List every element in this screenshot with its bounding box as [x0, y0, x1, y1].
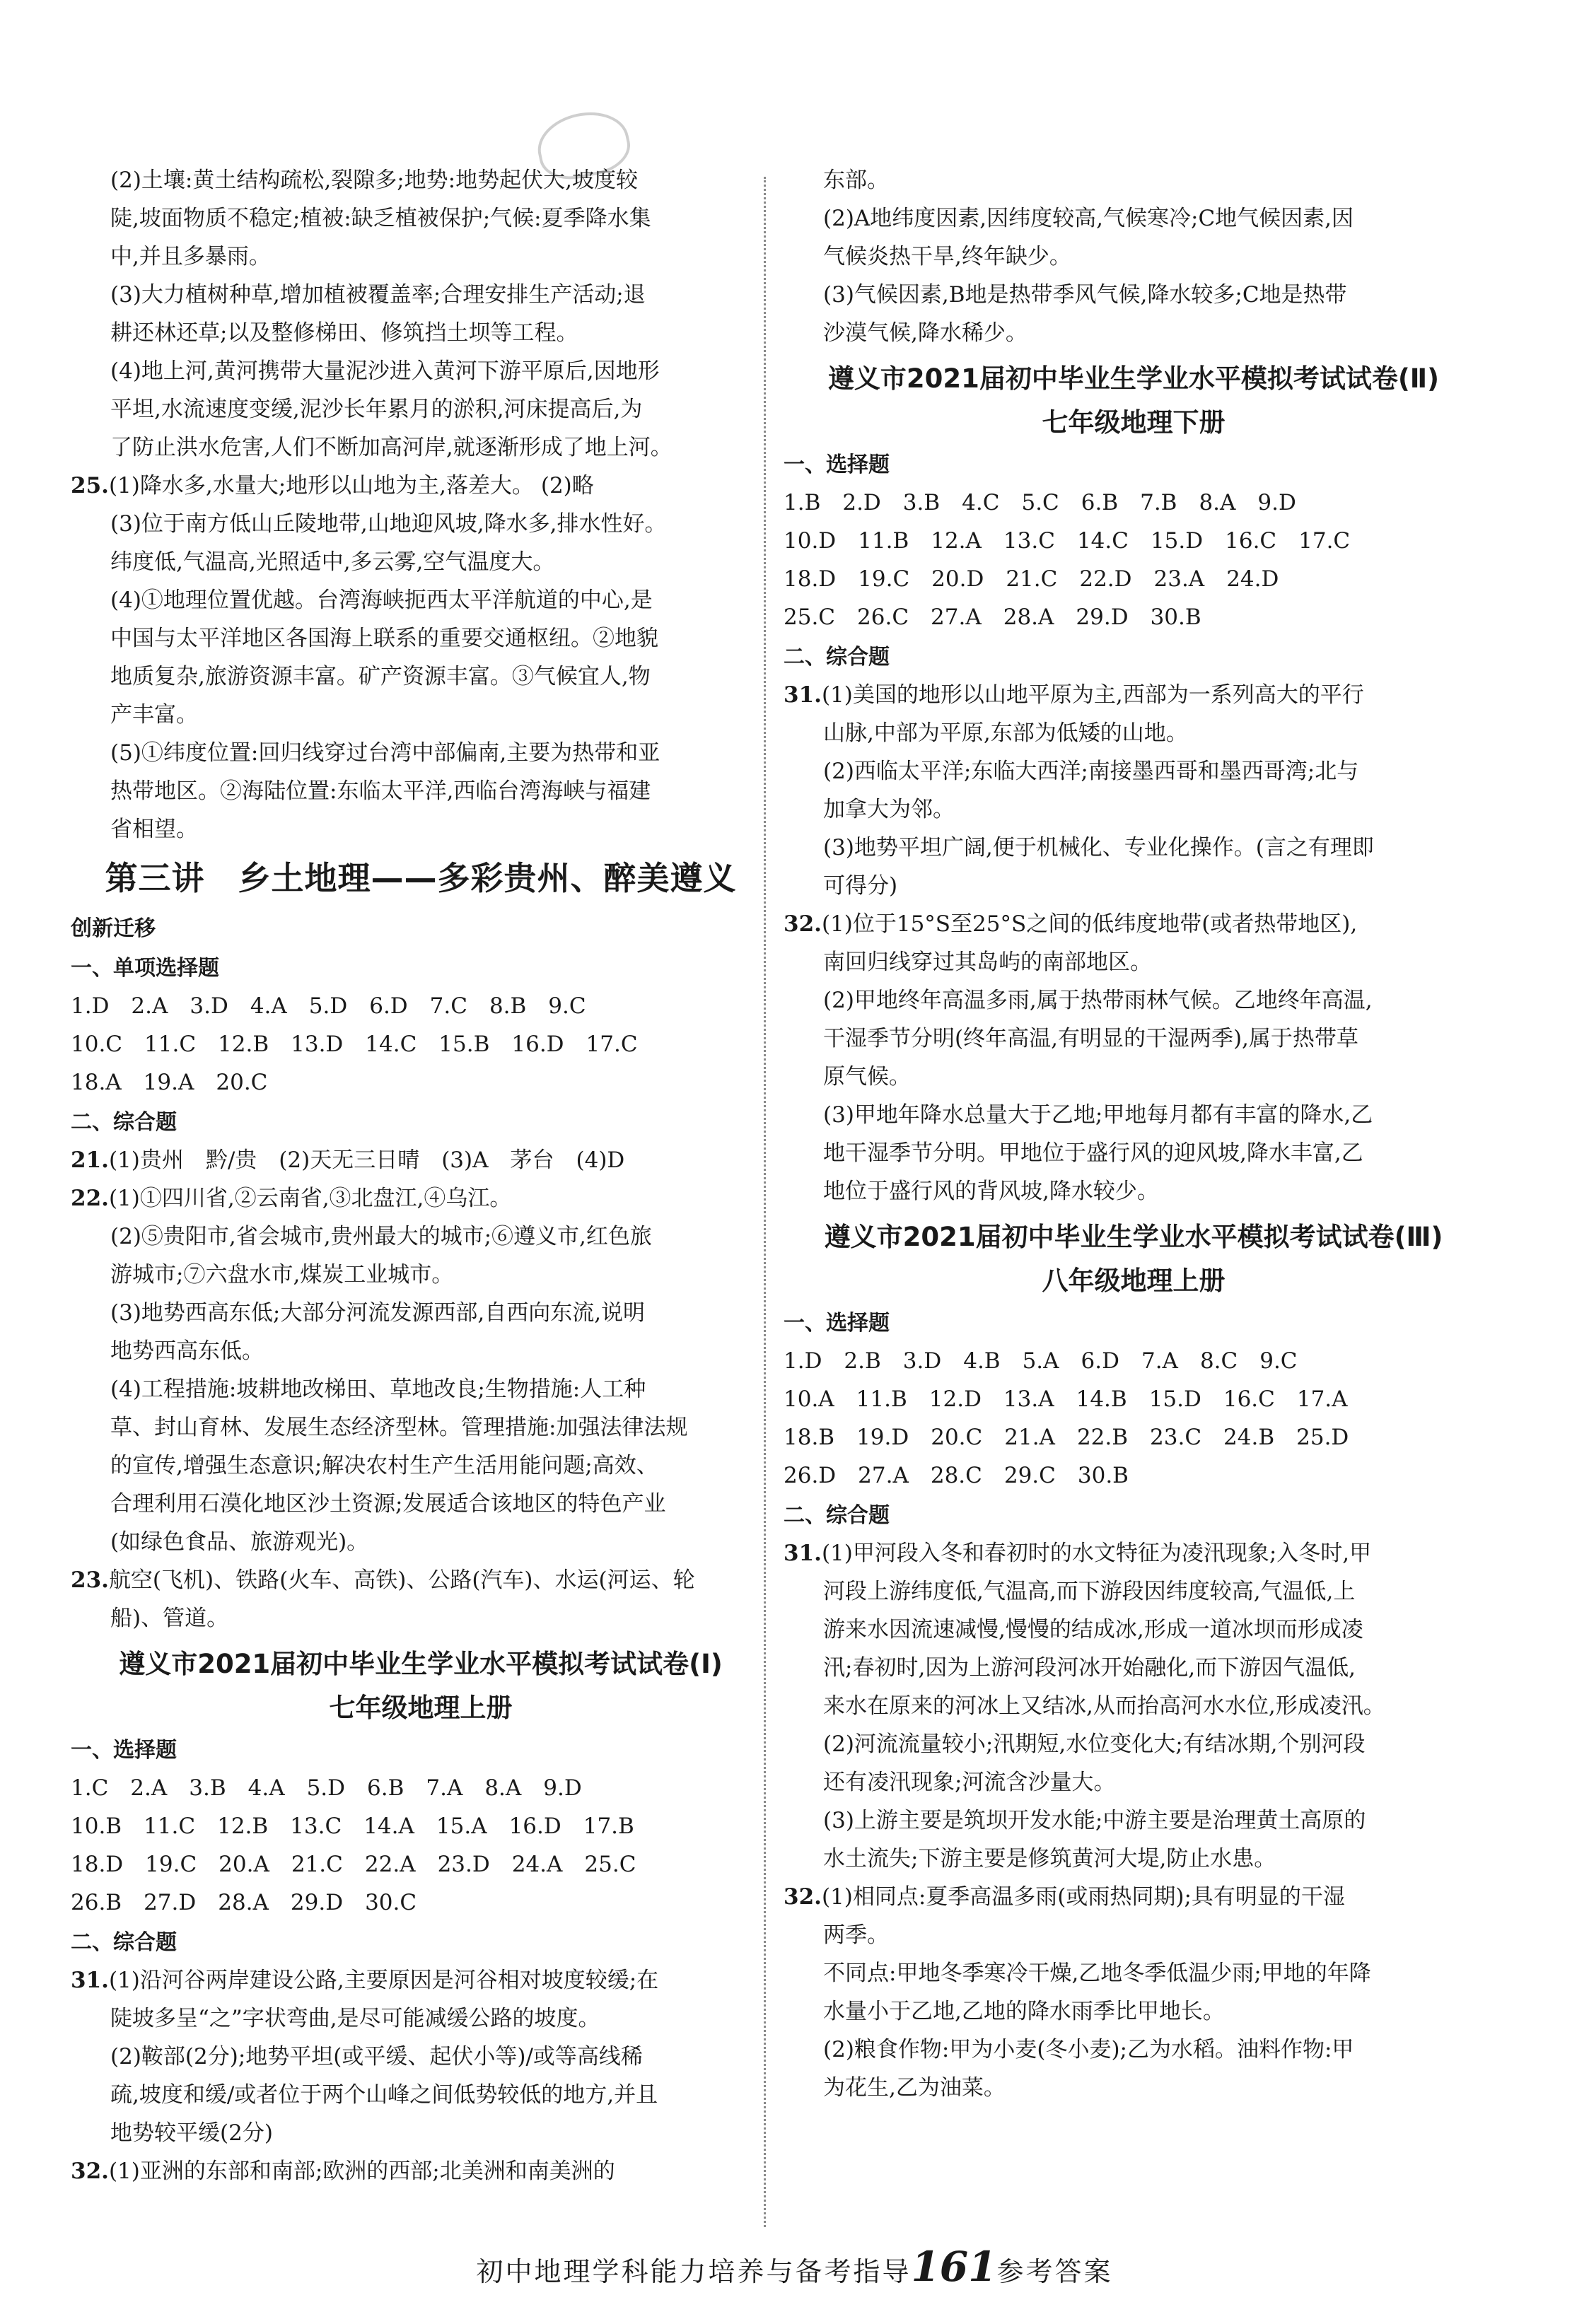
answer-line: 省相望。	[110, 817, 198, 842]
answer-line: 河段上游纬度低,气温高,而下游段因纬度较高,气温低,上	[823, 1579, 1356, 1604]
answer-line: 纬度低,气温高,光照适中,多云雾,空气温度大。	[110, 549, 555, 575]
choice-answers-line: 18.D 19.C 20.A 21.C 22.A 23.D 24.A 25.C	[71, 1852, 636, 1877]
answer-line: 游来水因流速减慢,慢慢的结成冰,形成一道冰坝而形成凌	[823, 1617, 1363, 1642]
choice-answers-line: 25.C 26.C 27.A 28.A 29.D 30.B	[784, 605, 1201, 630]
answer-line: (3)大力植树种草,增加植被覆盖率;合理安排生产活动;退	[110, 282, 646, 308]
question-number: 31.	[784, 682, 822, 708]
answer-line: 加拿大为邻。	[823, 797, 955, 822]
exam-title: 遵义市2021届初中毕业生学业水平模拟考试试卷(Ⅲ)	[824, 1222, 1443, 1252]
choice-answers-line: 1.C 2.A 3.B 4.A 5.D 6.B 7.A 8.A 9.D	[71, 1775, 582, 1801]
question-number: 31.	[784, 1541, 822, 1566]
answer-text: (1)甲河段入冬和春初时的水文特征为凌汛现象;入冬时,甲	[821, 1541, 1372, 1566]
question-line	[784, 905, 1484, 943]
answer-text: (1)美国的地形以山地平原为主,西部为一系列高大的平行	[821, 682, 1364, 708]
answer-line: 地位于盛行风的背风坡,降水较少。	[823, 1179, 1159, 1204]
answer-line: (2)河流流量较小;汛期短,水位变化大;有结冰期,个别河段	[823, 1732, 1366, 1757]
exam-title: 遵义市2021届初中毕业生学业水平模拟考试试卷(Ⅰ)	[119, 1649, 723, 1679]
answer-line: (2)西临太平洋;东临大西洋;南接墨西哥和墨西哥湾;北与	[823, 759, 1359, 784]
footer-section: 参考答案	[996, 2256, 1113, 2287]
answer-line: (如绿色食品、旅游观光)。	[110, 1529, 369, 1555]
choice-answers-line: 10.A 11.B 12.D 13.A 14.B 15.D 16.C 17.A	[784, 1386, 1348, 1412]
question-number: 22.	[71, 1186, 109, 1211]
answer-line: 了防止洪水危害,人们不断加高河岸,就逐渐形成了地上河。	[110, 435, 673, 460]
section-heading: 创新迁移	[71, 916, 156, 941]
question-number: 25.	[71, 473, 109, 498]
answer-text: (1)①四川省,②云南省,③北盘江,④乌江。	[108, 1186, 512, 1211]
answer-line: 游城市;⑦六盘水市,煤炭工业城市。	[110, 1262, 454, 1287]
answer-line: 船)、管道。	[110, 1606, 229, 1631]
answer-line: (3)甲地年降水总量大于乙地;甲地每月都有丰富的降水,乙	[823, 1102, 1373, 1128]
question-number: 32.	[784, 1884, 822, 1910]
question-line	[71, 1141, 771, 1179]
answer-line: 草、封山育林、发展生态经济型林。管理措施:加强法律法规	[110, 1415, 688, 1440]
page-footer	[0, 2243, 1589, 2291]
answer-line: 来水在原来的河冰上又结冰,从而抬高河水水位,形成凌汛。	[823, 1693, 1385, 1719]
exam-subtitle: 八年级地理上册	[1042, 1266, 1226, 1296]
question-number: 31.	[71, 1968, 109, 1993]
section-heading: 二、综合题	[71, 1930, 177, 1955]
answer-line: (2)土壤:黄土结构疏松,裂隙多;地势:地势起伏大,坡度较	[110, 168, 638, 193]
section-heading: 一、单项选择题	[71, 956, 219, 981]
answer-line: 产丰富。	[110, 702, 198, 728]
answer-line: 水量小于乙地,乙地的降水雨季比甲地长。	[823, 1999, 1225, 2024]
choice-answers-line: 1.D 2.B 3.D 4.B 5.A 6.D 7.A 8.C 9.C	[784, 1348, 1298, 1374]
exam-subtitle: 七年级地理下册	[1042, 407, 1226, 438]
choice-answers-line: 10.C 11.C 12.B 13.D 14.C 15.B 16.D 17.C	[71, 1032, 638, 1057]
question-line	[71, 467, 771, 505]
choice-answers-line: 1.D 2.A 3.D 4.A 5.D 6.D 7.C 8.B 9.C	[71, 993, 586, 1019]
answer-text: (1)相同点:夏季高温多雨(或雨热同期);具有明显的干湿	[821, 1884, 1345, 1910]
choice-answers-line: 1.B 2.D 3.B 4.C 5.C 6.B 7.B 8.A 9.D	[784, 490, 1296, 515]
section-heading: 一、选择题	[784, 1311, 890, 1336]
answer-line: (3)上游主要是筑坝开发水能;中游主要是治理黄土高原的	[823, 1808, 1366, 1833]
footer-book-title: 初中地理学科能力培养与备考指导	[476, 2256, 912, 2287]
lecture-title: 第三讲 乡土地理——多彩贵州、醉美遵义	[105, 859, 737, 897]
answer-line: 地干湿季节分明。甲地位于盛行风的迎风坡,降水丰富,乙	[823, 1140, 1363, 1166]
answer-line: 原气候。	[823, 1064, 911, 1090]
answer-line: 还有凌汛现象;河流含沙量大。	[823, 1770, 1116, 1795]
answer-line: (4)地上河,黄河携带大量泥沙进入黄河下游平原后,因地形	[110, 358, 660, 384]
choice-answers-line: 18.B 19.D 20.C 21.A 22.B 23.C 24.B 25.D	[784, 1425, 1349, 1450]
answer-line: (3)地势平坦广阔,便于机械化、专业化操作。(言之有理即	[823, 835, 1374, 860]
page-number: 161	[911, 2243, 997, 2291]
question-number: 21.	[71, 1148, 109, 1173]
answer-line: 陡,坡面物质不稳定;植被:缺乏植被保护;气候:夏季降水集	[110, 206, 651, 231]
answer-line: 两季。	[823, 1922, 889, 1948]
question-line	[71, 2152, 771, 2190]
question-line	[71, 1561, 771, 1599]
answer-text: (1)沿河谷两岸建设公路,主要原因是河谷相对坡度较缓;在	[108, 1968, 659, 1993]
choice-answers-line: 10.D 11.B 12.A 13.C 14.C 15.D 16.C 17.C	[784, 528, 1351, 554]
answer-line: (3)气候因素,B地是热带季风气候,降水较多;C地是热带	[823, 282, 1347, 308]
exam-subtitle: 七年级地理上册	[329, 1693, 513, 1723]
answer-text: (1)贵州 黔/贵 (2)天无三日晴 (3)A 茅台 (4)D	[108, 1148, 625, 1173]
answer-line: 水土流失;下游主要是修筑黄河大堤,防止水患。	[823, 1846, 1276, 1872]
answer-line: 疏,坡度和缓/或者位于两个山峰之间低势较低的地方,并且	[110, 2082, 658, 2108]
answer-line: 山脉,中部为平原,东部为低矮的山地。	[823, 720, 1188, 746]
choice-answers-line: 10.B 11.C 12.B 13.C 14.A 15.A 16.D 17.B	[71, 1814, 634, 1839]
section-heading: 二、综合题	[71, 1110, 177, 1135]
answer-line: (5)①纬度位置:回归线穿过台湾中部偏南,主要为热带和亚	[110, 740, 660, 766]
answer-line: 合理利用石漠化地区沙土资源;发展适合该地区的特色产业	[110, 1491, 666, 1517]
exam-title: 遵义市2021届初中毕业生学业水平模拟考试试卷(Ⅱ)	[827, 363, 1440, 394]
question-line	[784, 676, 1484, 714]
choice-answers-line: 18.A 19.A 20.C	[71, 1070, 268, 1095]
answer-line: (4)①地理位置优越。台湾海峡扼西太平洋航道的中心,是	[110, 588, 653, 613]
question-number: 23.	[71, 1567, 109, 1593]
question-line	[784, 1878, 1484, 1916]
question-line	[71, 1179, 771, 1218]
answer-line: 东部。	[823, 168, 889, 193]
answer-line: (2)鞍部(2分);地势平坦(或平缓、起伏小等)/或等高线稀	[110, 2044, 643, 2069]
answer-line: 汛;春初时,因为上游河段河冰开始融化,而下游因气温低,	[823, 1655, 1356, 1681]
answer-line: 陡坡多呈“之”字状弯曲,是尽可能减缓公路的坡度。	[110, 2006, 600, 2031]
answer-line: (2)⑤贵阳市,省会城市,贵州最大的城市;⑥遵义市,红色旅	[110, 1224, 652, 1249]
answer-line: 为花生,乙为油菜。	[823, 2075, 1006, 2101]
answer-line: 中,并且多暴雨。	[110, 244, 271, 269]
answer-line: 热带地区。②海陆位置:东临太平洋,西临台湾海峡与福建	[110, 778, 651, 804]
choice-answers-line: 26.B 27.D 28.A 29.D 30.C	[71, 1890, 417, 1915]
answer-line: 可得分)	[823, 873, 898, 899]
left-column	[71, 161, 771, 2190]
question-number: 32.	[71, 2159, 109, 2184]
section-heading: 二、综合题	[784, 1503, 890, 1528]
answer-text: (1)亚洲的东部和南部;欧洲的西部;北美洲和南美洲的	[108, 2159, 615, 2184]
answer-line: (2)A地纬度因素,因纬度较高,气候寒冷;C地气候因素,因	[823, 206, 1354, 231]
section-heading: 一、选择题	[71, 1738, 177, 1763]
answer-line: 不同点:甲地冬季寒冷干燥,乙地冬季低温少雨;甲地的年降	[823, 1961, 1371, 1986]
answer-line: 耕还林还草;以及整修梯田、修筑挡土坝等工程。	[110, 320, 578, 346]
section-heading: 二、综合题	[784, 645, 890, 670]
answer-line: 的宣传,增强生态意识;解决农村生产生活用能问题;高效、	[110, 1453, 658, 1478]
answer-line: (2)粮食作物:甲为小麦(冬小麦);乙为水稻。油料作物:甲	[823, 2037, 1354, 2062]
answer-line: 地质复杂,旅游资源丰富。矿产资源丰富。③气候宜人,物	[110, 664, 651, 689]
choice-answers-line: 18.D 19.C 20.D 21.C 22.D 23.A 24.D	[784, 566, 1279, 592]
answer-line: (3)地势西高东低;大部分河流发源西部,自西向东流,说明	[110, 1300, 646, 1326]
answer-text: (1)降水多,水量大;地形以山地为主,落差大。 (2)略	[108, 473, 594, 498]
answer-line: 南回归线穿过其岛屿的南部地区。	[823, 950, 1152, 975]
answer-line: 干湿季节分明(终年高温,有明显的干湿两季),属于热带草	[823, 1026, 1358, 1051]
question-line	[71, 1961, 771, 1999]
answer-text: 航空(飞机)、铁路(火车、高铁)、公路(汽车)、水运(河运、轮	[108, 1567, 695, 1593]
answer-text: (1)位于15°S至25°S之间的低纬度地带(或者热带地区),	[821, 911, 1358, 937]
answer-line: 中国与太平洋地区各国海上联系的重要交通枢纽。②地貌	[110, 626, 658, 651]
answer-line: 气候炎热干旱,终年缺少。	[823, 244, 1071, 269]
question-line	[784, 1534, 1484, 1572]
answer-line: 平坦,水流速度变缓,泥沙长年累月的淤积,河床提高后,为	[110, 397, 643, 422]
question-number: 32.	[784, 911, 822, 937]
answer-line: 地势较平缓(2分)	[110, 2120, 273, 2146]
column-divider	[764, 177, 766, 2227]
section-heading: 一、选择题	[784, 452, 890, 477]
answer-line: (3)位于南方低山丘陵地带,山地迎风坡,降水多,排水性好。	[110, 511, 667, 537]
answer-line: 地势西高东低。	[110, 1338, 264, 1364]
answer-line: (2)甲地终年高温多雨,属于热带雨林气候。乙地终年高温,	[823, 988, 1373, 1013]
answer-line: (4)工程措施:坡耕地改梯田、草地改良;生物措施:人工种	[110, 1377, 646, 1402]
choice-answers-line: 26.D 27.A 28.C 29.C 30.B	[784, 1463, 1129, 1488]
answer-line: 沙漠气候,降水稀少。	[823, 320, 1028, 346]
right-column	[784, 161, 1484, 2107]
